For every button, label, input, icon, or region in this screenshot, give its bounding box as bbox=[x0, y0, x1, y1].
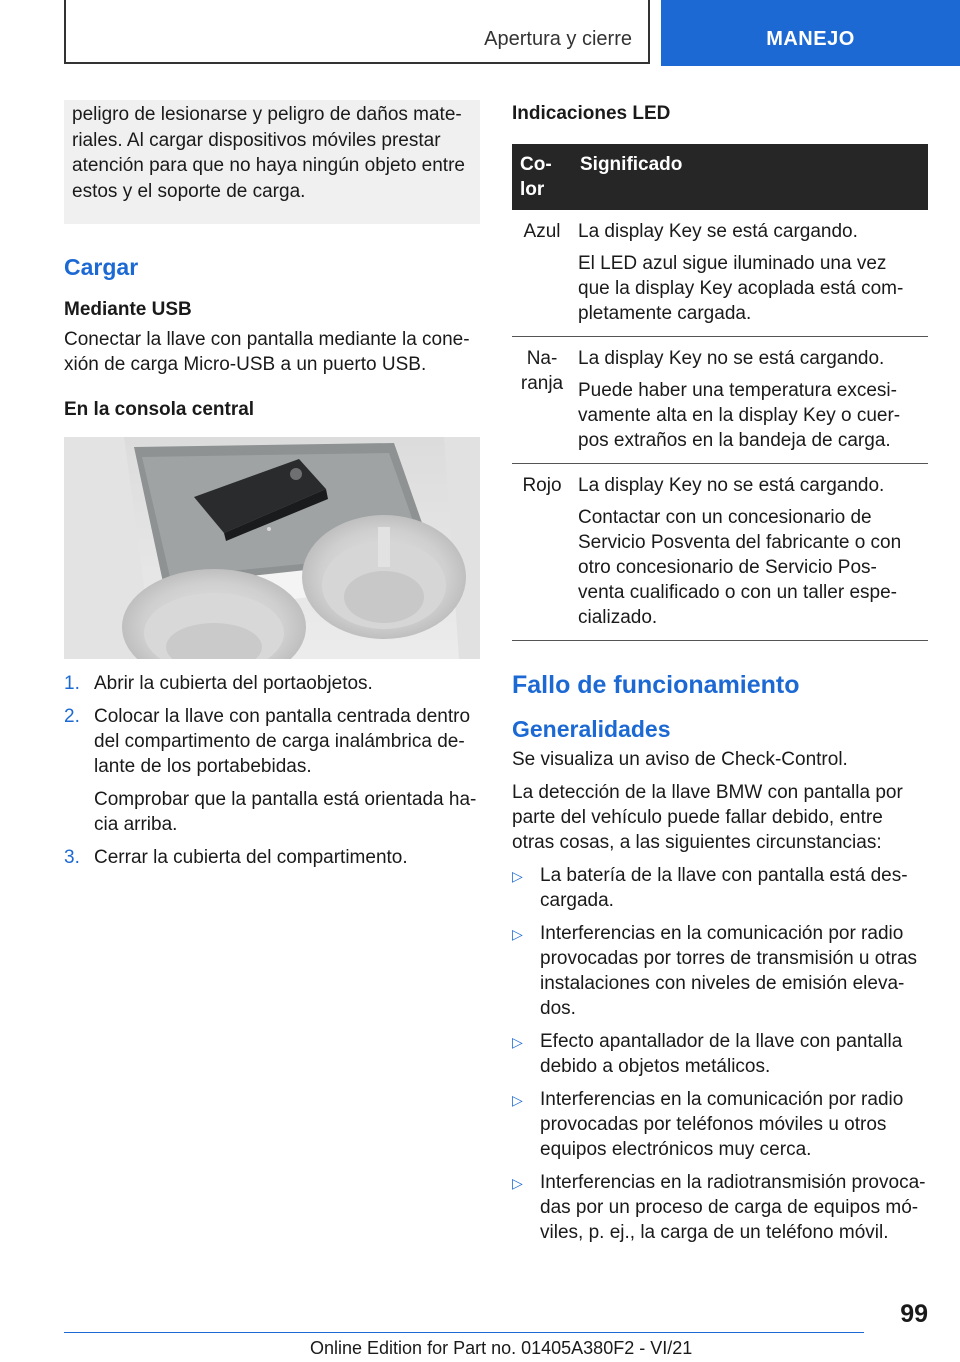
triangle-right-outline-icon: ▷ bbox=[512, 926, 523, 942]
detail-line: El LED azul sigue iluminado una vez bbox=[578, 253, 887, 274]
bullet-line: instalaciones con niveles de emisión eleva- bbox=[540, 973, 905, 994]
detail-line: Servicio Posventa del fabricante o con bbox=[578, 532, 902, 553]
step-number: 2. bbox=[64, 706, 80, 727]
list-item bbox=[512, 1029, 928, 1079]
console-photo bbox=[64, 437, 480, 659]
usb-line: xión de carga Micro-USB a un puerto USB. bbox=[64, 354, 427, 375]
note-line: peligro de lesionarse y peligro de daños mate- bbox=[72, 104, 462, 125]
note-line: atención para que no haya ningún objeto entre bbox=[72, 155, 465, 176]
triangle-right-outline-icon: ▷ bbox=[512, 1034, 523, 1050]
triangle-right-outline-icon: ▷ bbox=[512, 868, 523, 884]
page-header bbox=[0, 0, 960, 66]
note-line: riales. Al cargar dispositivos móviles prestar bbox=[72, 129, 441, 151]
usb-line: Conectar la llave con pantalla mediante la cone- bbox=[64, 329, 470, 350]
circumstances-list bbox=[512, 863, 928, 1245]
warning-note bbox=[64, 100, 480, 224]
footer-divider bbox=[64, 1332, 864, 1333]
led-table bbox=[512, 144, 928, 641]
meaning-status: La display Key no se está cargando. bbox=[578, 348, 885, 369]
step-text bbox=[94, 704, 476, 779]
bullet-line: cargada. bbox=[540, 890, 614, 911]
detail-line: cializado. bbox=[578, 607, 658, 628]
table-row bbox=[512, 464, 928, 641]
list-item bbox=[512, 1170, 928, 1245]
detail-line: pletamente cargada. bbox=[578, 303, 752, 324]
cell-color bbox=[512, 210, 572, 337]
cell-meaning bbox=[572, 464, 928, 641]
meaning-detail bbox=[578, 251, 922, 326]
list-item bbox=[64, 671, 480, 696]
bullet-line: provocadas por teléfonos móviles u otros bbox=[540, 1114, 887, 1135]
cell-color bbox=[512, 337, 572, 464]
bullet-line: equipos electrónicos muy cerca. bbox=[540, 1139, 812, 1160]
detail-line: venta cualificado o con un taller espe- bbox=[578, 582, 897, 603]
list-item bbox=[64, 704, 480, 837]
color-name: ranja bbox=[520, 373, 564, 394]
heading-cargar: Cargar bbox=[64, 254, 139, 280]
bullet-line: La batería de la llave con pantalla está des- bbox=[540, 865, 908, 886]
bullet-text bbox=[540, 921, 917, 1021]
section-title: Apertura y cierre bbox=[484, 28, 632, 50]
paragraph bbox=[512, 780, 928, 855]
para-line: parte del vehículo puede fallar debido, entre bbox=[512, 807, 883, 828]
heading-generalidades: Generalidades bbox=[512, 716, 671, 742]
bullet-text bbox=[540, 1170, 925, 1245]
header-line: Co- bbox=[520, 154, 552, 175]
cell-color bbox=[512, 464, 572, 641]
bullet-text bbox=[540, 1029, 902, 1079]
page-number: 99 bbox=[900, 1300, 928, 1328]
step-line: Colocar la llave con pantalla centrada dentro bbox=[94, 706, 471, 727]
bullet-line: Efecto apantallador de la llave con pantalla bbox=[540, 1031, 903, 1052]
color-name: Azul bbox=[523, 221, 561, 242]
detail-line: vamente alta en la display Key o cuer- bbox=[578, 405, 901, 426]
list-item bbox=[64, 845, 480, 870]
para-line: La detección de la llave BMW con pantalla por bbox=[512, 782, 903, 803]
triangle-right-outline-icon: ▷ bbox=[512, 1092, 523, 1108]
meaning-status: La display Key no se está cargando. bbox=[578, 475, 885, 496]
bullet-line: Interferencias en la comunicación por radio bbox=[540, 1089, 904, 1110]
bullet-text bbox=[540, 1087, 903, 1162]
meaning-detail bbox=[578, 378, 922, 453]
bullet-line: provocadas por torres de transmisión u otras bbox=[540, 948, 918, 969]
step-line: cia arriba. bbox=[94, 814, 178, 835]
para-line: otras cosas, a las siguientes circunstancias: bbox=[512, 832, 882, 853]
color-name: Na- bbox=[526, 348, 558, 369]
detail-line: que la display Key acoplada está com- bbox=[578, 278, 904, 299]
step-text: Abrir la cubierta del portaobjetos. bbox=[94, 673, 373, 694]
cell-meaning bbox=[572, 210, 928, 337]
heading-fallo: Fallo de funcionamiento bbox=[512, 671, 800, 699]
edition-text: Online Edition for Part no. 01405A380F2 - VI/21 bbox=[310, 1338, 693, 1358]
meaning-status: La display Key se está cargando. bbox=[578, 221, 858, 242]
step-number: 3. bbox=[64, 847, 80, 868]
detail-line: Contactar con un concesionario de bbox=[578, 507, 872, 528]
table-row bbox=[512, 210, 928, 337]
header-line: lor bbox=[520, 179, 545, 200]
bullet-line: Interferencias en la radiotransmisión provoca- bbox=[540, 1172, 926, 1193]
col-header-color bbox=[512, 144, 572, 210]
chapter-tab[interactable]: MANEJO bbox=[661, 0, 960, 66]
table-title: Indicaciones LED bbox=[512, 103, 671, 124]
left-column bbox=[64, 100, 480, 878]
step-line: Comprobar que la pantalla está orientada ha- bbox=[94, 789, 477, 810]
center-console-illustration bbox=[64, 437, 480, 659]
table-header-row bbox=[512, 144, 928, 210]
table-row bbox=[512, 337, 928, 464]
bullet-line: viles, p. ej., la carga de un teléfono móvil. bbox=[540, 1222, 889, 1243]
meaning-detail bbox=[578, 505, 922, 630]
cell-meaning bbox=[572, 337, 928, 464]
triangle-right-outline-icon: ▷ bbox=[512, 1175, 523, 1191]
detail-line: otro concesionario de Servicio Pos- bbox=[578, 557, 877, 578]
detail-line: Puede haber una temperatura excesi- bbox=[578, 380, 897, 401]
list-item bbox=[512, 1087, 928, 1162]
list-item bbox=[512, 863, 928, 913]
bullet-line: das por un proceso de carga de equipos mó- bbox=[540, 1197, 919, 1218]
heading-console: En la consola central bbox=[64, 399, 255, 420]
right-column bbox=[512, 100, 928, 1253]
step-line: lante de los portabebidas. bbox=[94, 756, 312, 777]
step-line: del compartimento de carga inalámbrica de- bbox=[94, 731, 465, 752]
col-header-meaning: Significado bbox=[572, 144, 928, 210]
note-line: estos y el soporte de carga. bbox=[72, 180, 306, 202]
steps-list bbox=[64, 671, 480, 870]
list-item bbox=[512, 921, 928, 1021]
color-name: Rojo bbox=[522, 475, 562, 496]
bullet-text bbox=[540, 863, 908, 913]
bullet-line: debido a objetos metálicos. bbox=[540, 1056, 771, 1077]
heading-usb: Mediante USB bbox=[64, 299, 192, 320]
step-text: Cerrar la cubierta del compartimento. bbox=[94, 847, 408, 868]
step-extra bbox=[94, 787, 476, 837]
bullet-line: Interferencias en la comunicación por radio bbox=[540, 923, 904, 944]
paragraph: Se visualiza un aviso de Check-Control. bbox=[512, 749, 848, 770]
header-frame bbox=[64, 0, 650, 64]
detail-line: pos extraños en la bandeja de carga. bbox=[578, 430, 891, 451]
step-number: 1. bbox=[64, 673, 80, 694]
bullet-line: dos. bbox=[540, 998, 576, 1019]
